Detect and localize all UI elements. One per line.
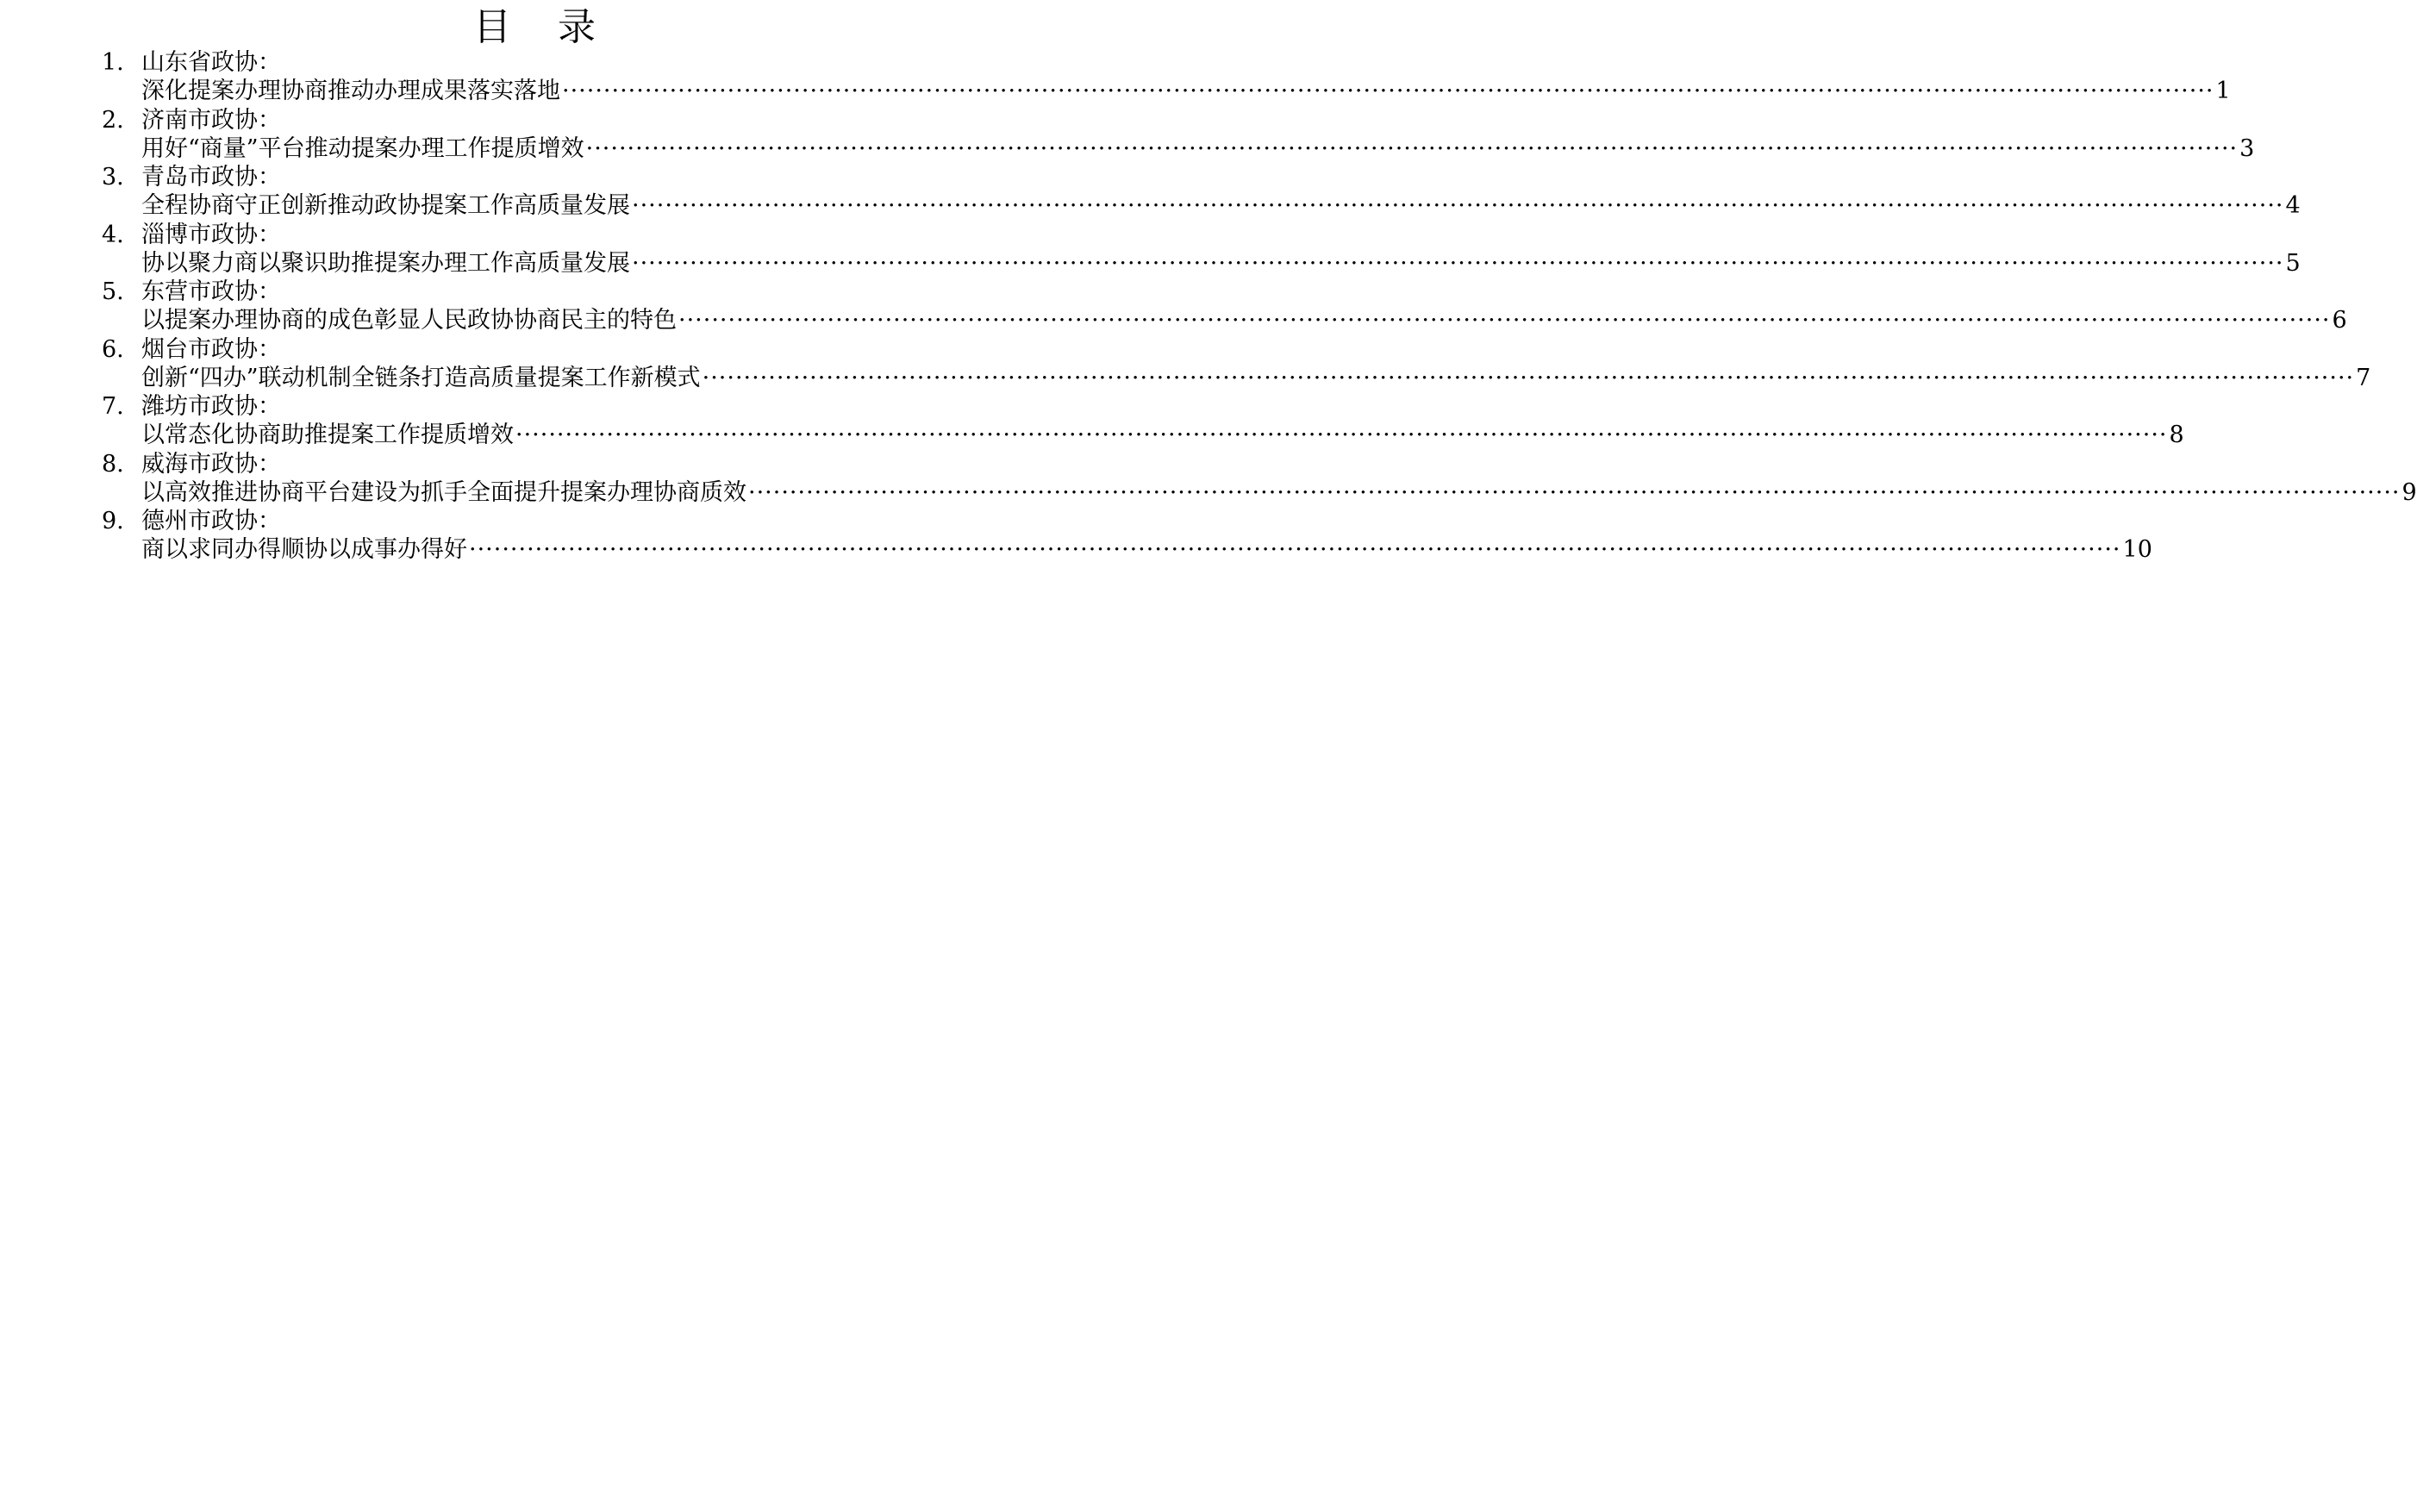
toc-entry bbox=[102, 450, 2417, 508]
toc-dot-leader: ········································································································································································································ bbox=[515, 422, 2168, 448]
toc-entry-org: 烟台市政协： bbox=[141, 335, 281, 363]
toc-dot-leader: ········································································································································································································ bbox=[585, 134, 2239, 162]
toc-entry-link[interactable] bbox=[141, 249, 2301, 278]
toc-entry-head bbox=[102, 221, 974, 249]
toc-dot-leader: ········································································································································································································ bbox=[678, 307, 2331, 334]
toc-entry-title: 以高效推进协商平台建设为抓手全面提升提案办理协商质效 bbox=[141, 478, 746, 506]
toc-entry-title: 全程协商守正创新推动政协提案工作高质量发展 bbox=[141, 192, 630, 219]
toc-entry-number: 5. bbox=[102, 278, 124, 305]
toc-entry bbox=[102, 335, 2371, 393]
toc-entry-org: 青岛市政协： bbox=[141, 164, 281, 191]
toc-entry-head bbox=[102, 48, 974, 77]
toc-entry-page: 4 bbox=[2285, 192, 2301, 219]
toc-entry-title: 创新“四办”联动机制全链条打造高质量提案工作新模式 bbox=[141, 364, 701, 391]
toc-entry-title: 以提案办理协商的成色彰显人民政协协商民主的特色 bbox=[141, 307, 677, 334]
toc-entry-link[interactable] bbox=[141, 421, 2184, 449]
toc-entry-head bbox=[102, 335, 974, 364]
toc-entry-head bbox=[102, 392, 974, 421]
toc-dot-leader: ········································································································································································································ bbox=[748, 478, 2401, 506]
toc-entry-page: 9 bbox=[2401, 478, 2417, 506]
toc-entry-title: 商以求同办得顺协以成事办得好 bbox=[141, 536, 467, 563]
toc-entry-link[interactable] bbox=[141, 77, 2231, 105]
toc-entry-org: 济南市政协： bbox=[141, 106, 281, 134]
toc-entry-head bbox=[102, 278, 974, 306]
toc-entry-org: 东营市政协： bbox=[141, 278, 281, 305]
toc-entry-page: 3 bbox=[2239, 134, 2255, 162]
toc-entry-number: 1. bbox=[102, 49, 124, 76]
toc-dot-leader: ········································································································································································································ bbox=[469, 536, 2121, 563]
toc-entry-link[interactable] bbox=[141, 306, 2347, 334]
toc-list bbox=[102, 48, 2417, 565]
toc-entry-number: 2. bbox=[102, 106, 124, 134]
toc-entry-number: 7. bbox=[102, 393, 124, 420]
toc-entry bbox=[102, 221, 2301, 278]
toc-entry-head bbox=[102, 450, 974, 478]
toc-entry-page: 7 bbox=[2356, 364, 2371, 391]
toc-entry bbox=[102, 507, 2152, 565]
toc-entry-head bbox=[102, 507, 974, 535]
toc-entry-page: 8 bbox=[2169, 422, 2184, 448]
toc-entry-org: 潍坊市政协： bbox=[141, 393, 281, 420]
toc-entry-number: 9. bbox=[102, 508, 124, 534]
toc-entry-link[interactable] bbox=[141, 535, 2152, 564]
toc-entry-org: 威海市政协： bbox=[141, 450, 281, 478]
toc-entry-number: 4. bbox=[102, 221, 124, 248]
toc-entry-org: 德州市政协： bbox=[141, 508, 281, 534]
toc-entry-org: 山东省政协： bbox=[141, 49, 281, 76]
toc-entry-page: 5 bbox=[2285, 249, 2301, 277]
toc-entry-number: 6. bbox=[102, 335, 124, 363]
toc-entry-title: 以常态化协商助推提案工作提质增效 bbox=[141, 422, 514, 448]
toc-entry-page: 1 bbox=[2215, 78, 2231, 104]
toc-entry-head bbox=[102, 106, 974, 134]
toc-dot-leader: ········································································································································································································ bbox=[632, 192, 2284, 219]
toc-entry-page: 6 bbox=[2332, 307, 2347, 334]
page-title: 目 录 bbox=[473, 5, 613, 49]
toc-entry-link[interactable] bbox=[141, 478, 2417, 507]
toc-entry bbox=[102, 163, 2301, 221]
toc-entry-link[interactable] bbox=[141, 364, 2371, 392]
toc-entry-link[interactable] bbox=[141, 191, 2301, 220]
toc-entry bbox=[102, 392, 2184, 450]
toc-entry-link[interactable] bbox=[141, 134, 2255, 163]
toc-entry bbox=[102, 278, 2347, 335]
toc-entry-org: 淄博市政协： bbox=[141, 221, 281, 248]
toc-dot-leader: ········································································································································································································ bbox=[702, 364, 2355, 391]
toc-entry-head bbox=[102, 163, 974, 191]
toc-entry-title: 用好“商量”平台推动提案办理工作提质增效 bbox=[141, 134, 584, 162]
toc-entry bbox=[102, 106, 2255, 164]
toc-entry-page: 10 bbox=[2122, 536, 2152, 563]
toc-entry bbox=[102, 48, 2231, 106]
toc-dot-leader: ········································································································································································································ bbox=[632, 249, 2284, 277]
toc-entry-title: 协以聚力商以聚识助推提案办理工作高质量发展 bbox=[141, 249, 630, 277]
toc-dot-leader: ········································································································································································································ bbox=[562, 78, 2214, 104]
toc-entry-number: 8. bbox=[102, 450, 124, 478]
toc-entry-number: 3. bbox=[102, 164, 124, 191]
toc-entry-title: 深化提案办理协商推动办理成果落实落地 bbox=[141, 78, 560, 104]
